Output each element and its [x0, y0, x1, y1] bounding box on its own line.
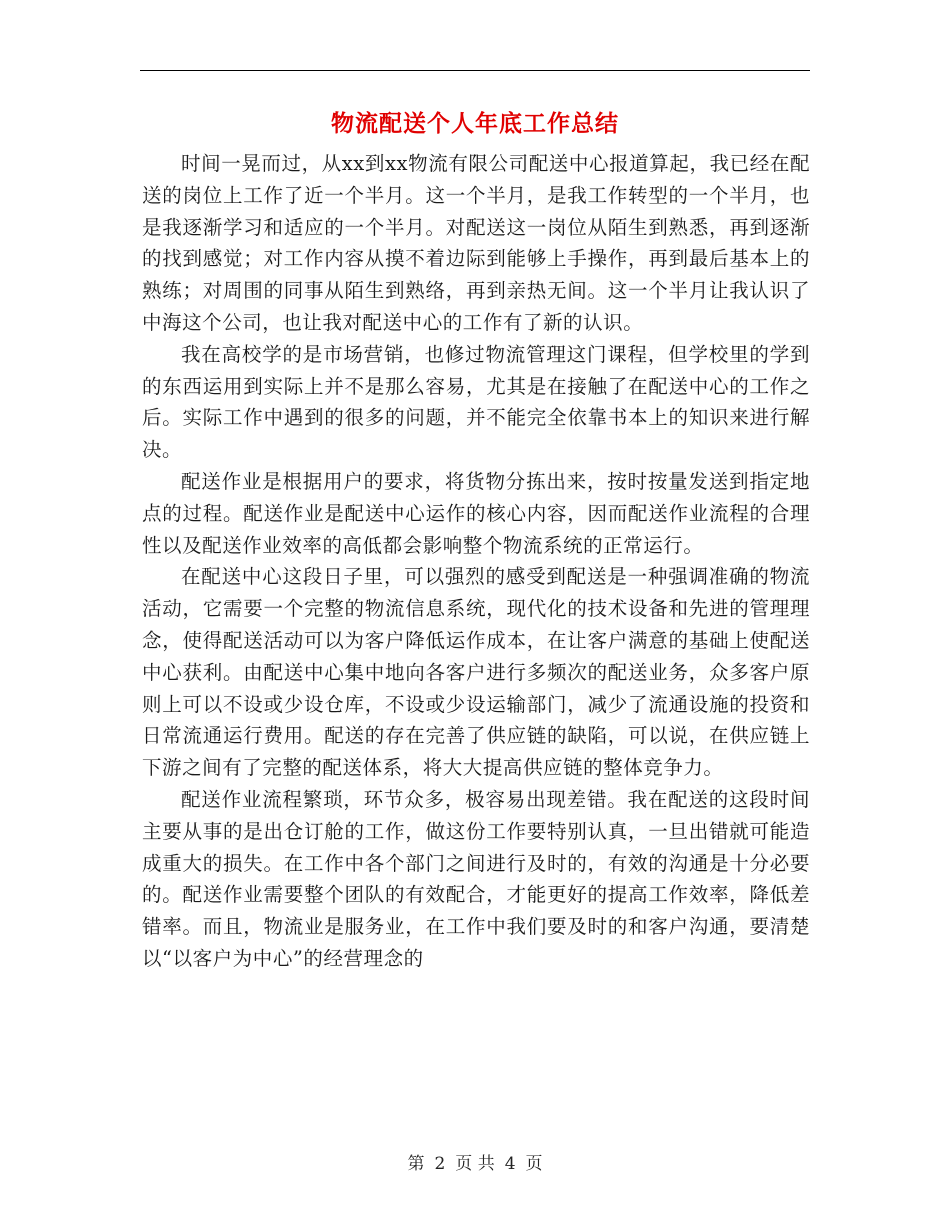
page-footer	[140, 1152, 810, 1176]
total-pages-number: 4	[504, 1154, 516, 1174]
page-label-mid: 页 共	[455, 1154, 495, 1174]
paragraph-4: 在配送中心这段日子里，可以强烈的感受到配送是一种强调准确的物流活动，它需要一个完整的物流信息系统，现代化的技术设备和先进的管理理念，使得配送活动可以为客户降低运作成本，在让客户满意的基础上使配送中心获利。由配送中心集中地向各客户进行多频次的配送业务，众多客户原则上可以不设或少设仓库，不设或少设运输部门，减少了流通设施的投资和日常流通运行费用。配送的存在完善了供应链的缺陷，可以说，在供应链上下游之间有了完整的配送体系，将大大提高供应链的整体竞争力。	[142, 565, 810, 780]
header-rule	[140, 70, 810, 71]
paragraph-1: 时间一晃而过，从xx到xx物流有限公司配送中心报道算起，我已经在配送的岗位上工作了近一个半月。这一个半月，是我工作转型的一个半月，也是我逐渐学习和适应的一个半月。对配送这一岗位从陌生到熟悉，再到逐渐的找到感觉；对工作内容从摸不着边际到能够上手操作，再到最后基本上的熟练；对周围的同事从陌生到熟络，再到亲热无间。这一个半月让我认识了中海这个公司，也让我对配送中心的工作有了新的认识。	[142, 152, 810, 334]
paragraph-2: 我在高校学的是市场营销，也修过物流管理这门课程，但学校里的学到的东西运用到实际上并不是那么容易，尤其是在接触了在配送中心的工作之后。实际工作中遇到的很多的问题，并不能完全依靠书本上的知识来进行解决。	[142, 342, 810, 462]
page-label-prefix: 第	[407, 1154, 425, 1174]
document-body	[142, 148, 810, 975]
document-title: 物流配送个人年底工作总结	[331, 110, 619, 137]
paragraph-5: 配送作业流程繁琐，环节众多，极容易出现差错。我在配送的这段时间主要从事的是出仓订舱的工作，做这份工作要特别认真，一旦出错就可能造成重大的损失。在工作中各个部门之间进行及时的，有效的沟通是十分必要的。配送作业需要整个团队的有效配合，才能更好的提高工作效率，降低差错率。而且，物流业是服务业，在工作中我们要及时的和客户沟通，要清楚以“以客户为中心”的经营理念的	[142, 787, 810, 970]
paragraph-3: 配送作业是根据用户的要求，将货物分拣出来，按时按量发送到指定地点的过程。配送作业是配送中心运作的核心内容，因而配送作业流程的合理性以及配送作业效率的高低都会影响整个物流系统的正常运行。	[142, 469, 810, 557]
page-label-suffix: 页	[525, 1154, 543, 1174]
current-page-number: 2	[434, 1154, 446, 1174]
